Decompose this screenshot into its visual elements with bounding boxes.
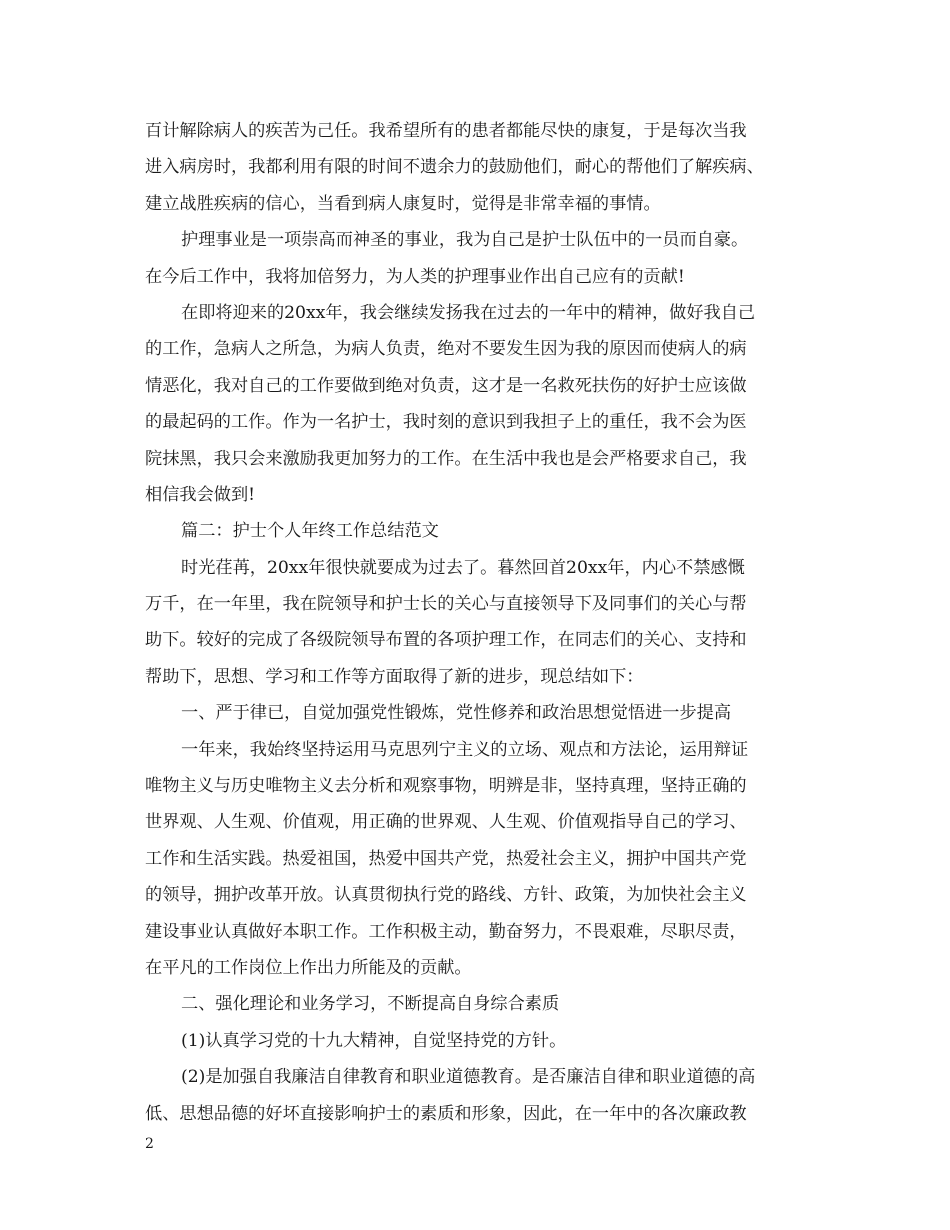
text-line: 百计解除病人的疾苦为己任。我希望所有的患者都能尽快的康复，于是每次当我 (145, 121, 747, 141)
page-number: 2 (145, 1136, 154, 1152)
text-line: 在平凡的工作岗位上作出力所能及的贡献。 (145, 957, 472, 978)
text-line: 建设事业认真做好本职工作。工作积极主动，勤奋努力，不畏艰难，尽职尽责， (145, 921, 747, 942)
text-line: 的最起码的工作。作为一名护士，我时刻的意识到我担子上的重任，我不会为医 (145, 412, 747, 433)
text-line: 万千，在一年里，我在院领导和护士长的关心与直接领导下及同事们的关心与帮 (145, 594, 747, 615)
text-line: 工作和生活实践。热爱祖国，热爱中国共产党，热爱社会主义，拥护中国共产党 (145, 848, 747, 869)
text-line: 院抹黑，我只会来激励我更加努力的工作。在生活中我也是会严格要求自己，我 (145, 448, 747, 469)
text-line: 进入病房时，我都利用有限的时间不遗余力的鼓励他们，耐心的帮他们了解疾病、 (145, 157, 764, 178)
text-line: 护理事业是一项崇高而神圣的事业，我为自己是护士队伍中的一员而自豪。 (181, 230, 749, 251)
text-line: 一、严于律已，自觉加强党性锻炼，党性修养和政治思想觉悟进一步提高 (181, 703, 732, 724)
text-line: 建立战胜疾病的信心，当看到病人康复时，觉得是非常幸福的事情。 (145, 193, 661, 214)
document-body (145, 113, 810, 1132)
text-line: 一年来，我始终坚持运用马克思列宁主义的立场、观点和方法论，运用辩证 (181, 739, 749, 760)
text-line: (1)认真学习党的十九大精神，自觉坚持党的方针。 (181, 1030, 567, 1051)
text-line: 在即将迎来的20xx年，我会继续发扬我在过去的一年中的精神，做好我自己 (181, 302, 756, 323)
text-line: 二、强化理论和业务学习，不断提高自身综合素质 (181, 994, 560, 1015)
text-line: 的工作，急病人之所急，为病人负责，绝对不要发生因为我的原因而使病人的病 (145, 339, 747, 360)
text-line: 相信我会做到! (145, 484, 256, 505)
text-line: 篇二：护士个人年终工作总结范文 (181, 521, 439, 542)
text-line: 情恶化，我对自己的工作要做到绝对负责，这才是一名救死扶伤的好护士应该做 (145, 375, 747, 396)
text-line: 时光荏苒，20xx年很快就要成为过去了。暮然回首20xx年，内心不禁感慨 (181, 557, 745, 578)
text-line: 唯物主义与历史唯物主义去分析和观察事物，明辨是非，坚持真理，坚持正确的 (145, 776, 747, 797)
text-line: 帮助下，思想、学习和工作等方面取得了新的进步，现总结如下： (145, 666, 644, 687)
text-line: 世界观、人生观、价值观，用正确的世界观、人生观、价值观指导自己的学习、 (145, 812, 747, 833)
text-line: 助下。较好的完成了各级院领导布置的各项护理工作，在同志们的关心、支持和 (145, 630, 747, 651)
text-line: 低、思想品德的好坏直接影响护士的素质和形象，因此，在一年中的各次廉政教 (145, 1103, 747, 1124)
text-line: 在今后工作中，我将加倍努力，为人类的护理事业作出自己应有的贡献! (145, 266, 685, 287)
text-line: (2)是加强自我廉洁自律教育和职业道德教育。是否廉洁自律和职业道德的高 (181, 1067, 756, 1088)
text-line: 的领导，拥护改革开放。认真贯彻执行党的路线、方针、政策，为加快社会主义 (145, 885, 747, 906)
